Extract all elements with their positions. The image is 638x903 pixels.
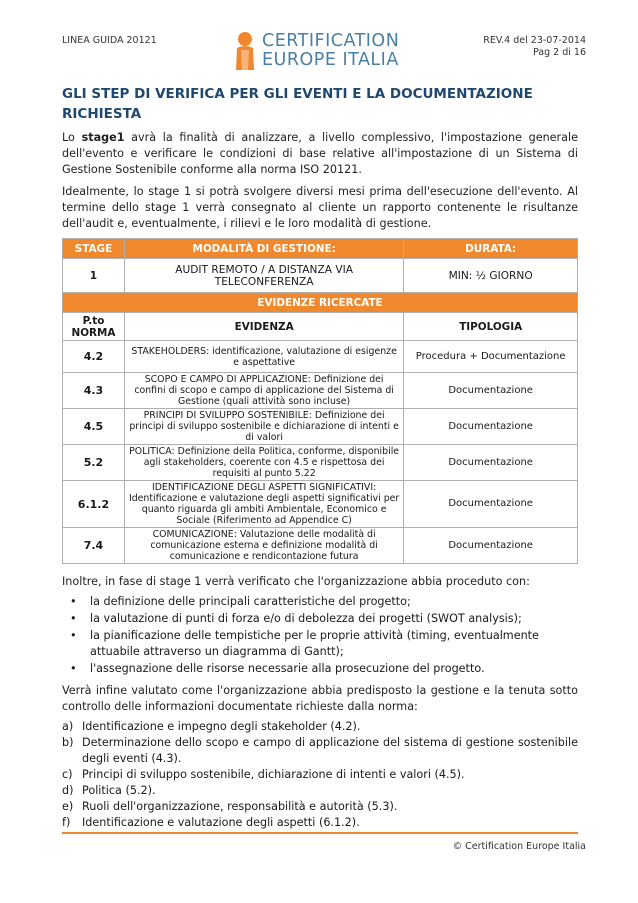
revision-label: REV.4 del 23-07-2014 [483, 35, 586, 46]
evidenze-ricercate-header: EVIDENZE RICERCATE [63, 293, 578, 313]
durata-value: MIN: ½ GIORNO [404, 259, 578, 293]
header-durata: DURATA: [404, 239, 578, 259]
list-item: c) Principi di sviluppo sostenibile, dichiarazione di intenti e valori (4.5). [62, 768, 465, 781]
stage1-paragraph: Idealmente, lo stage 1 si potrà svolgere diversi mesi prima dell'esecuzione dell'evento. Al termine dello stage 1 verrà consegnato al cliente un rapporto contenente le risultanze dell'audit e, eventualmente, i rilievi e le loro modalità di gestione. [62, 185, 578, 230]
header-tipologia: TIPOLOGIA [404, 313, 578, 341]
evidenza-cell: STAKEHOLDERS: identificazione, valutazione di esigenze e aspettative [124, 341, 403, 373]
tipologia-cell: Documentazione [404, 481, 578, 528]
stage-row [63, 259, 578, 293]
tipologia-cell: Documentazione [404, 528, 578, 564]
header-pto-norma: P.to NORMA [63, 313, 125, 341]
table-row [63, 341, 578, 373]
intro-paragraph: Lo stage1 avrà la finalità di analizzare, a livello complessivo, l'impostazione generale dell'evento e verificare le condizioni di base relative all'impostazione di un Sistema di Gestione Sostenibile conforme alla norma ISO 20121. [62, 131, 579, 176]
table-row [63, 373, 578, 409]
table-row [63, 409, 578, 445]
norma-cell: 4.5 [63, 409, 125, 445]
stage-value: 1 [63, 259, 125, 293]
evidenza-cell: POLITICA: Definizione della Politica, conforme, disponibile agli stakeholders, coerente con 4.5 e rispettosa dei requisiti al punto 5.22 [124, 445, 403, 481]
main-content [62, 84, 578, 831]
tipologia-cell: Procedura + Documentazione [404, 341, 578, 373]
norma-cell: 5.2 [63, 445, 125, 481]
documentation-list [62, 719, 578, 831]
logo-line-1: CERTIFICATION [262, 31, 400, 51]
evidenza-cell: IDENTIFICAZIONE DEGLI ASPETTI SIGNIFICATIVI: Identificazione e valutazione degli aspetti significativi per quanto riguarda gli ambiti Ambientale, Economico e Sociale (Riferimento ad Appendice C) [124, 481, 403, 528]
norma-cell: 6.1.2 [63, 481, 125, 528]
norma-cell: 4.2 [63, 341, 125, 373]
list-item: • la pianificazione delle tempistiche per le proprie attività (timing, eventualmente attuabile attraverso un diagramma di Gantt); [70, 629, 539, 658]
tipologia-cell: Documentazione [404, 409, 578, 445]
table-row [63, 528, 578, 564]
company-logo [232, 30, 412, 72]
column-header-row [63, 313, 578, 341]
norma-cell: 7.4 [63, 528, 125, 564]
stage1-term: stage1 [81, 131, 125, 144]
revision-info [483, 35, 586, 59]
list-item: d) Politica (5.2). [62, 784, 156, 797]
logo-line-2: EUROPE ITALIA [262, 50, 399, 70]
logo-figure-icon [232, 30, 258, 72]
table-row [63, 445, 578, 481]
norma-cell: 4.3 [63, 373, 125, 409]
evidence-header-row [63, 293, 578, 313]
tipologia-cell: Documentazione [404, 445, 578, 481]
list-item: e) Ruoli dell'organizzazione, responsabilità e autorità (5.3). [62, 800, 398, 813]
page-number: Pag 2 di 16 [532, 47, 586, 58]
verification-list [62, 594, 578, 677]
list-item: b) Determinazione dello scopo e campo di applicazione del sistema di gestione sostenibile degli eventi (4.3). [62, 736, 578, 765]
header-evidenza: EVIDENZA [124, 313, 403, 341]
documentation-intro: Verrà infine valutato come l'organizzazione abbia predisposto la gestione e la tenuta sotto controllo delle informazioni documentate richieste dalla norma: [62, 684, 578, 713]
list-item: • la valutazione di punti di forza e/o di debolezza dei progetti (SWOT analysis); [70, 612, 522, 625]
document-code: LINEA GUIDA 20121 [62, 35, 157, 46]
page-header [0, 0, 638, 80]
evidence-table [62, 238, 578, 564]
table-row [63, 481, 578, 528]
evidenza-cell: PRINCIPI DI SVILUPPO SOSTENIBILE: Definizione dei principi di sviluppo sostenibile e dichiarazione di intenti e di valori [124, 409, 403, 445]
footer-copyright: © Certification Europe Italia [452, 841, 586, 852]
header-stage: STAGE [63, 239, 125, 259]
evidenza-cell: COMUNICAZIONE: Valutazione delle modalità di comunicazione esterna e definizione modalità di comunicazione e rendicontazione futura [124, 528, 403, 564]
footer-divider [62, 832, 578, 834]
list-item: • l'assegnazione delle risorse necessarie alla prosecuzione del progetto. [70, 662, 485, 675]
list-item: a) Identificazione e impegno degli stakeholder (4.2). [62, 720, 361, 733]
list-item: f) Identificazione e valutazione degli aspetti (6.1.2). [62, 816, 360, 829]
tipologia-cell: Documentazione [404, 373, 578, 409]
section-title: GLI STEP DI VERIFICA PER GLI EVENTI E LA DOCUMENTAZIONE RICHIESTA [62, 86, 533, 122]
table-header-row [63, 239, 578, 259]
modalita-value: AUDIT REMOTO / A DISTANZA VIA TELECONFERENZA [124, 259, 403, 293]
list-item: • la definizione delle principali caratteristiche del progetto; [70, 595, 411, 608]
evidenza-cell: SCOPO E CAMPO DI APPLICAZIONE: Definizione dei confini di scopo e campo di applicazione del Sistema di Gestione (quali attività sono incluse) [124, 373, 403, 409]
verification-intro: Inoltre, in fase di stage 1 verrà verificato che l'organizzazione abbia proceduto con: [62, 575, 530, 588]
header-modalita: MODALITÀ DI GESTIONE: [124, 239, 403, 259]
